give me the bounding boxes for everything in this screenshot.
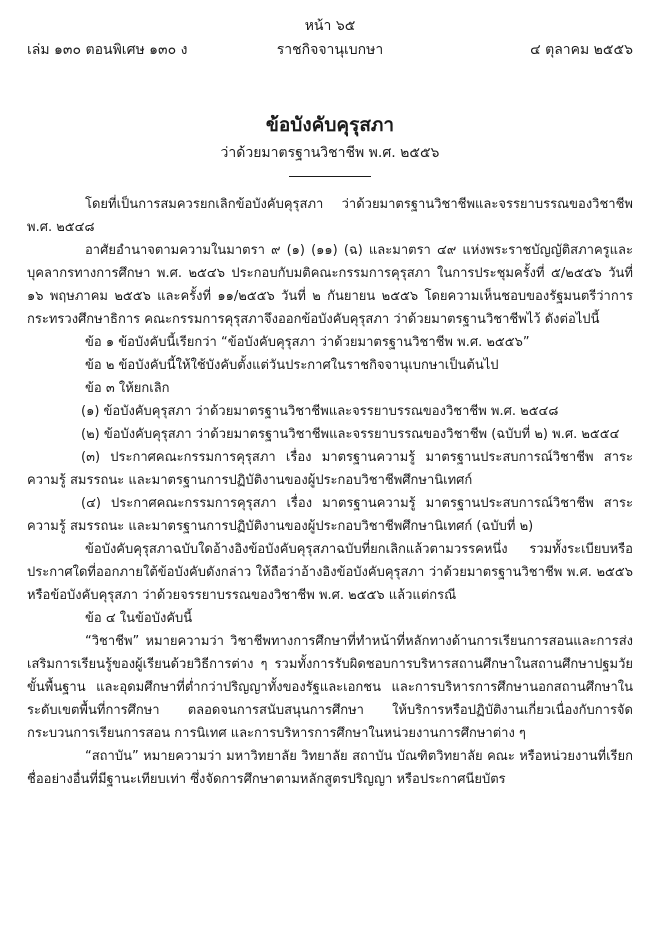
title-divider xyxy=(289,176,371,177)
clause-3-item-3: (๓) ประกาศคณะกรรมการคุรุสภา เรื่อง มาตรฐานความรู้ มาตรฐานประสบการณ์วิชาชีพ สาระความรู้ สมรรถนะ และมาตรฐานการปฏิบัติงานของผู้ประกอบวิชาชีพศึกษานิเทศก์ xyxy=(27,450,633,488)
issue-date: ๔ ตุลาคม ๒๕๕๖ xyxy=(530,42,633,58)
clause-2: ข้อ ๒ ข้อบังคับนี้ให้ใช้บังคับตั้งแต่วันประกาศในราชกิจจานุเบกษาเป็นต้นไป xyxy=(85,358,499,373)
volume-label: เล่ม ๑๓๐ ตอนพิเศษ ๑๓๐ ง xyxy=(27,42,188,58)
document-subtitle: ว่าด้วยมาตรฐานวิชาชีพ พ.ศ. ๒๕๕๖ xyxy=(220,145,440,161)
preamble-paragraph: โดยที่เป็นการสมควรยกเลิกข้อบังคับคุรุสภา ว่าด้วยมาตรฐานวิชาชีพและจรรยาบรรณของวิชาชีพ พ.ศ. ๒๕๔๘ xyxy=(27,197,633,235)
document-body xyxy=(27,193,633,791)
gazette-header xyxy=(27,39,633,59)
authority-paragraph: อาศัยอำนาจตามความในมาตรา ๙ (๑) (๑๑) (ฉ) และมาตรา ๔๙ แห่งพระราชบัญญัติสภาครูและบุคลากรทางการศึกษา พ.ศ. ๒๕๔๖ ประกอบกับมติคณะกรรมการคุรุสภา ในการประชุมครั้งที่ ๕/๒๕๕๖ วันที่ ๑๖ พฤษภาคม ๒๕๕๖ และครั้งที่ ๑๑/๒๕๕๖ วันที่ ๒ กันยายน ๒๕๕๖ โดยความเห็นชอบของรัฐมนตรีว่าการกระทรวงศึกษาธิการ คณะกรรมการคุรุสภาจึงออกข้อบังคับคุรุสภา ว่าด้วยมาตรฐานวิชาชีพไว้ ดังต่อไปนี้ xyxy=(27,243,633,327)
clause-3: ข้อ ๓ ให้ยกเลิก xyxy=(85,381,170,396)
definition-institution: “สถาบัน” หมายความว่า มหาวิทยาลัย วิทยาลัย สถาบัน บัณฑิตวิทยาลัย คณะ หรือหน่วยงานที่เรียกชื่ออย่างอื่นที่มีฐานะเทียบเท่า ซึ่งจัดการศึกษาตามหลักสูตรปริญญา หรือประกาศนียบัตร xyxy=(27,749,633,787)
document-title: ข้อบังคับคุรุสภา xyxy=(265,114,395,136)
clause-3-reference-paragraph: ข้อบังคับคุรุสภาฉบับใดอ้างอิงข้อบังคับคุรุสภาฉบับที่ยกเลิกแล้วตามวรรคหนึ่ง รวมทั้งระเบียบหรือประกาศใดที่ออกภายใต้ข้อบังคับดังกล่าว ให้ถือว่าอ้างอิงข้อบังคับคุรุสภา ว่าด้วยมาตรฐานวิชาชีพ พ.ศ. ๒๕๕๖ หรือข้อบังคับคุรุสภา ว่าด้วยจรรยาบรรณของวิชาชีพ พ.ศ. ๒๕๕๖ แล้วแต่กรณี xyxy=(27,542,633,603)
clause-3-item-2: (๒) ข้อบังคับคุรุสภา ว่าด้วยมาตรฐานวิชาชีพและจรรยาบรรณของวิชาชีพ (ฉบับที่ ๒) พ.ศ. ๒๕๕๔ xyxy=(81,427,620,442)
page-number: หน้า ๖๕ xyxy=(304,18,356,34)
clause-4: ข้อ ๔ ในข้อบังคับนี้ xyxy=(85,611,193,626)
clause-3-item-4: (๔) ประกาศคณะกรรมการคุรุสภา เรื่อง มาตรฐานความรู้ มาตรฐานประสบการณ์วิชาชีพ สาระความรู้ สมรรถนะ และมาตรฐานการปฏิบัติงานของผู้ประกอบวิชาชีพศึกษานิเทศก์ (ฉบับที่ ๒) xyxy=(27,496,633,534)
clause-1: ข้อ ๑ ข้อบังคับนี้เรียกว่า “ข้อบังคับคุรุสภา ว่าด้วยมาตรฐานวิชาชีพ พ.ศ. ๒๕๕๖” xyxy=(85,335,530,350)
clause-3-item-1: (๑) ข้อบังคับคุรุสภา ว่าด้วยมาตรฐานวิชาชีพและจรรยาบรรณของวิชาชีพ พ.ศ. ๒๕๔๘ xyxy=(81,404,559,419)
definition-profession: “วิชาชีพ” หมายความว่า วิชาชีพทางการศึกษาที่ทำหน้าที่หลักทางด้านการเรียนการสอนและการส่งเสริมการเรียนรู้ของผู้เรียนด้วยวิธีการต่าง ๆ รวมทั้งการรับผิดชอบการบริหารสถานศึกษาในสถานศึกษาปฐมวัย ขั้นพื้นฐาน และอุดมศึกษาที่ต่ำกว่าปริญญาทั้งของรัฐและเอกชน และการบริหารการศึกษานอกสถานศึกษาในระดับเขตพื้นที่การศึกษา ตลอดจนการสนับสนุนการศึกษา ให้บริการหรือปฏิบัติงานเกี่ยวเนื่องกับการจัดกระบวนการเรียนการสอน การนิเทศ และการบริหารการศึกษาในหน่วยงานการศึกษาต่าง ๆ xyxy=(27,634,633,741)
gazette-name: ราชกิจจานุเบกษา xyxy=(276,42,384,58)
